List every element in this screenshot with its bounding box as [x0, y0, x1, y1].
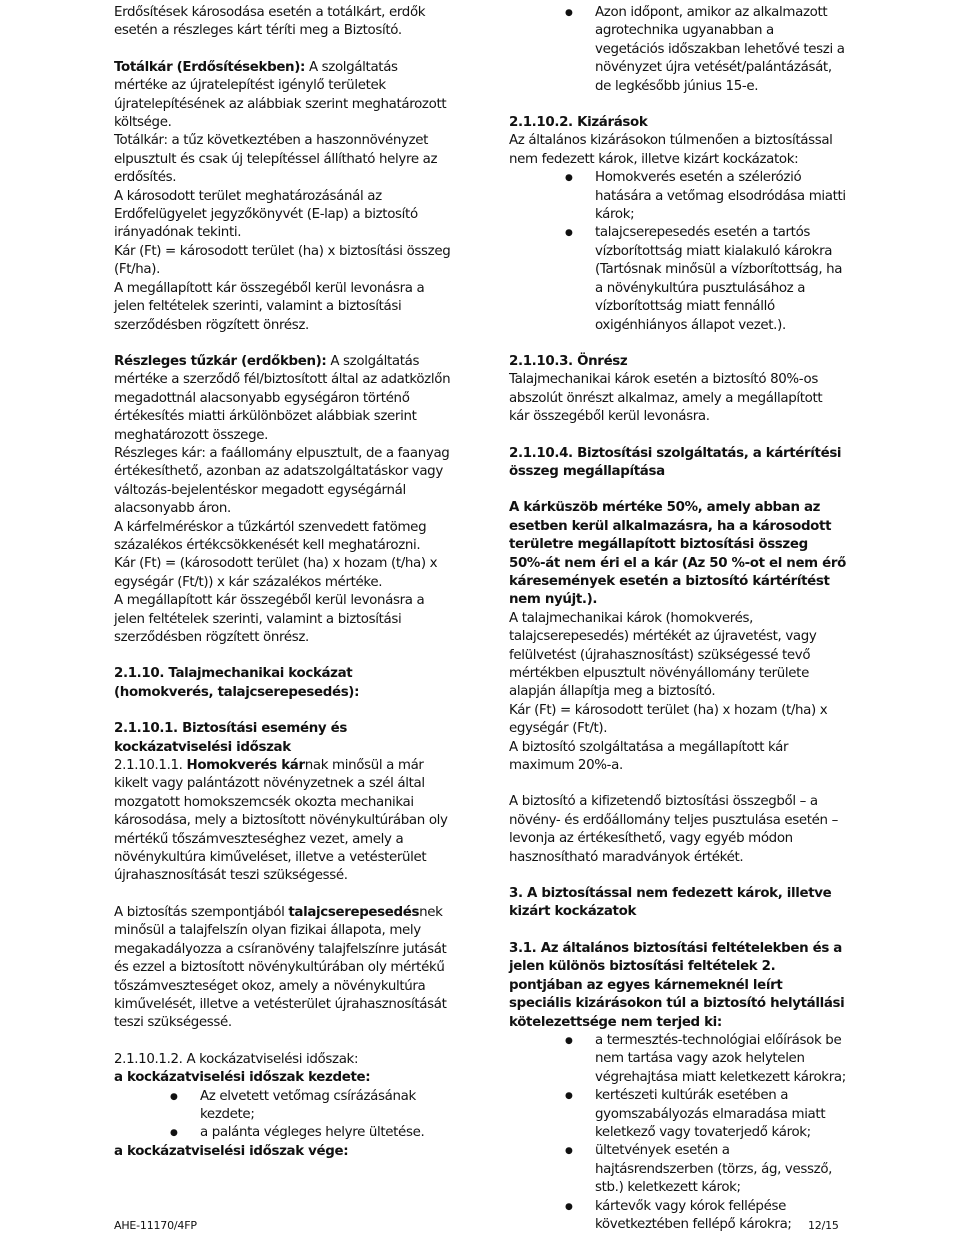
clause-text: nak minősül a már kikelt vagy palántázott növényzetnek a szél által mozgatott homokszemcsék okozta mechanikai károsodása, mely a biztosított növénykultúrában oly mértékű tőszámveszteséghez vezet, amely a növénykultúra kiműveléset, illetve a vetésterület újrahasznosítását teszi szükségessé. [114, 758, 448, 884]
list-item: ● talajcserepesedés esetén a tartós vízborítottság miatt kialakuló károkra (Tartósnak minősül a vízborítottság, ha a növénykultúra pusztulásához a vízborítottság miatt fennálló oxigénhiányos állapot vezet.). [509, 224, 846, 334]
paragraph: Talajmechanikai károk esetén a biztosító 80%-os abszolút önrészt alkalmaz, amely a megállapított kár összegéből kerül levonásra. [509, 372, 823, 425]
paragraph [114, 904, 454, 1033]
list-item: ● a termesztés-technológiai előírások be nem tartása vagy azok helytelen végrehajtása miatt keletkezett károkra; [509, 1032, 846, 1087]
paragraph: Részleges kár: a faállomány elpusztult, de a faanyag értékesíthető, azonban az adatszolgáltatáskor vagy változás-bejelentéskor megadott egységárnál alacsonyabb áron. [114, 445, 450, 517]
paragraph: A megállapított kár összegéből kerül levonásra a jelen feltételek szerinti, valamint a biztosítási szerződésben rögzített önrész. [114, 280, 425, 333]
formula: Kár (Ft) = károsodott terület (ha) x hozam (t/ha) x egységár (Ft/t). [509, 702, 828, 737]
paragraph: 2.1.10.1.2. A kockázatviselési időszak: [114, 1051, 359, 1067]
list-item: ● a palánta végleges helyre ültetése. [114, 1124, 454, 1142]
section-heading: 2.1.10.1. Biztosítási esemény és kockázatviselési időszak [114, 721, 347, 755]
paragraph: A biztosító a kifizetendő biztosítási összegből – a növény- és erdőállomány teljes pusztulása esetén – levonja az értékesíthető, vagy egyéb módon hasznosítható maradványok értékét. [509, 794, 838, 865]
list-item: ● ültetvények esetén a hajtásrendszerben (törzs, ág, vessző, stb.) keletkezett károk; [509, 1142, 846, 1197]
bullet-list [509, 4, 846, 96]
paragraph: A kárfelméréskor a tűzkártól szenvedett fatömeg százalékos értékcsökkenését kell meghatározni. [114, 519, 427, 553]
right-column [509, 4, 846, 1234]
list-item: ● Homokverés esetén a szélerózió hatására a vetőmag elsodródása miatti károk; [509, 169, 846, 224]
left-column [114, 4, 454, 1161]
list-item: ● Az elvetett vetőmag csírázásának kezdete; [114, 1088, 454, 1125]
section-heading: 2.1.10.4. Biztosítási szolgáltatás, a kártérítési összeg megállapítása [509, 445, 842, 479]
paragraph: A biztosító szolgáltatása a megállapított kár maximum 20%-a. [509, 739, 789, 774]
bullet-list [509, 169, 846, 335]
list-item: ● Azon időpont, amikor az alkalmazott agrotechnika ugyanabban a vegetációs időszakban lehetővé teszi a növényzet újra vetését/palántázását, de legkésőbb június 15-e. [509, 4, 846, 96]
paragraph: Totálkár: a tűz következtében a haszonnövényzet elpusztult és csak új telepítéssel állítható helyre az erdősítés. [114, 133, 438, 186]
bullet-list [114, 1088, 454, 1143]
list-item: ● kertészeti kultúrák esetében a gyomszabályozás elmaradása miatt keletkező vagy tovaterjedő károk; [509, 1087, 846, 1142]
totalkar-text: A szolgáltatás mértéke az újratelepítést igénylő területek újratelepítésének az alábbiak szerint meghatározott költsége. [114, 59, 447, 131]
subheading: a kockázatviselési időszak vége: [114, 1143, 349, 1159]
page-number: 12/15 [808, 1219, 839, 1232]
section-heading: 2.1.10. Talajmechanikai kockázat (homokverés, talajcserepesedés): [114, 666, 360, 700]
subheading: a kockázatviselési időszak kezdete: [114, 1070, 371, 1086]
formula: Kár (Ft) = károsodott terület (ha) x biztosítási összeg (Ft/ha). [114, 243, 451, 278]
formula: Kár (Ft) = (károsodott terület (ha) x hozam (t/ha) x egységár (Ft/t)) x kár százalékos mértéke. [114, 556, 438, 590]
paragraph: A megállapított kár összegéből kerül levonásra a jelen feltételek szerinti, valamint a biztosítási szerződésben rögzített önrész. [114, 593, 425, 645]
bullet-list [509, 1032, 846, 1234]
paragraph [114, 353, 454, 445]
list-item: ● kártevők vagy kórok fellépése következtében fellépő károkra; [509, 1198, 846, 1235]
totalkar-label: Totálkár (Erdősítésekben): [114, 59, 306, 75]
reszleges-label: Részleges tűzkár (erdőkben): [114, 353, 327, 369]
paragraph: A talajmechanikai károk (homokverés, talajcserepesedés) mértékét az újravetést, vagy felülvetést (újrahasznosítást) szükségessé tevő mértékben elpusztult növényállomány területe alapján állapítja meg a biztosító. [509, 610, 817, 700]
section-heading: 3.1. Az általános biztosítási feltételekben és a jelen különös biztosítási feltételek 2. pontjában az egyes kárnemeknél leírt speciális kizárásokon túl a biztosító helytállási kötelezettsége nem terjed ki: [509, 940, 845, 1030]
footer-code: AHE-11170/4FP [114, 1219, 197, 1232]
reszleges-text: A szolgáltatás mértéke a szerződő fél/biztosított által az adatközlőn megadottnál alacsonyabb egységáron történő értékesítés miatti árkülönbözet alábbiak szerint meghatározott összege. [114, 353, 451, 443]
section-heading: 3. A biztosítással nem fedezett károk, illetve kizárt kockázatok [509, 886, 832, 920]
text: nek minősül a talajfelszín olyan fizikai állapota, mely megakadályozza a csíranövény talajfelszínre jutását és ezzel a biztosított növénykultúrában oly mértékű tőszámveszteséget okoz, amely a növénykultúra kiművelését, illetve a vetésterület újrahasznosítását teszi szükségessé. [114, 904, 447, 1031]
term-bold: Homokverés kár [186, 758, 305, 774]
paragraph: A károsodott terület meghatározásánál az Erdőfelügyelet jegyzőkönyvét (E-lap) a biztosító irányadónak tekinti. [114, 188, 418, 241]
paragraph: Erdősítések károsodása esetén a totálkárt, erdők esetén a részleges kárt téríti meg a Biztosító. [114, 5, 426, 39]
term-bold: talajcserepesedés [288, 904, 420, 920]
paragraph: Az általános kizárásokon túlmenően a biztosítással nem fedezett károk, illetve kizárt kockázatok: [509, 133, 833, 167]
section-heading: 2.1.10.2. Kizárások [509, 115, 648, 131]
section-heading: 2.1.10.3. Önrész [509, 353, 628, 369]
clause-number: 2.1.10.1.1. [114, 758, 187, 774]
paragraph-bold: A kárküszöb mértéke 50%, amely abban az esetben kerül alkalmazásra, ha a károsodott területre megállapított biztosítási összeg 50%-át nem éri el a kár (Az 50 %-ot el nem érő káresemények esetén a biztosító kártérítést nem nyújt.). [509, 500, 846, 608]
paragraph [114, 59, 454, 133]
paragraph [114, 757, 454, 886]
text: A biztosítás szempontjából [114, 904, 289, 920]
